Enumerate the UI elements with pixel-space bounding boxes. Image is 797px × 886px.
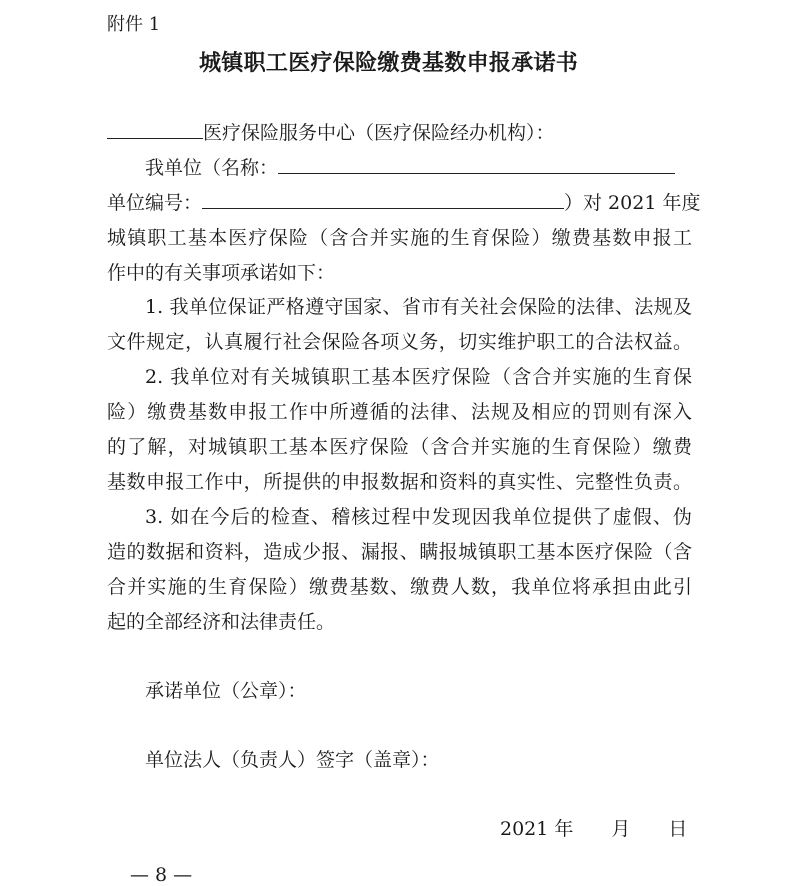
item2-line: 基数申报工作中，所提供的申报数据和资料的真实性、完整性负责。 [107,471,692,493]
seal-label: 承诺单位（公章）： [145,680,307,702]
item3-line: 造的数据和资料，造成少报、漏报、瞒报城镇职工基本医疗保险（含 [107,541,692,563]
unit-name-line [145,151,675,185]
item2-line: 的了解，对城镇职工基本医疗保险（含合并实施的生育保险）缴费 [107,436,692,458]
item3-line: 3. 如在今后的检查、稽核过程中发现因我单位提供了虚假、伪 [145,506,692,528]
signature-label: 单位法人（负责人）签字（盖章）： [145,749,440,771]
document-title: 城镇职工医疗保险缴费基数申报承诺书 [199,50,579,76]
addressee-text: 医疗保险服务中心（医疗保险经办机构）： [203,122,555,144]
item3-line: 起的全部经济和法律责任。 [107,611,336,633]
attachment-label: 附件 1 [107,14,161,35]
item3-line: 合并实施的生育保险）缴费基数、缴费人数，我单位将承担由此引 [107,576,692,598]
agency-name-blank[interactable] [107,116,203,139]
item1-line: 1. 我单位保证严格遵守国家、省市有关社会保险的法律、法规及 [145,296,692,318]
date-line: 2021 年 月 日 [500,818,688,840]
unit-code-tail: ）对 2021 年度 [564,192,701,214]
item2-line: 险）缴费基数申报工作中所遵循的法律、法规及相应的罚则有深入 [107,401,692,423]
item2-line: 2. 我单位对有关城镇职工基本医疗保险（含合并实施的生育保 [145,366,692,388]
unit-code-blank[interactable] [202,186,564,209]
item1-line: 文件规定，认真履行社会保险各项义务，切实维护职工的合法权益。 [107,331,692,353]
unit-name-blank[interactable] [278,151,675,174]
unit-code-label: 单位编号： [107,192,203,214]
page-number: — 8 — [130,864,193,886]
intro-line: 城镇职工基本医疗保险（含合并实施的生育保险）缴费基数申报工 [107,227,692,249]
intro-line: 作中的有关事项承诺如下： [107,262,336,284]
unit-code-line [107,186,700,220]
unit-name-label: 我单位（名称： [145,157,279,179]
addressee-line [107,116,555,150]
